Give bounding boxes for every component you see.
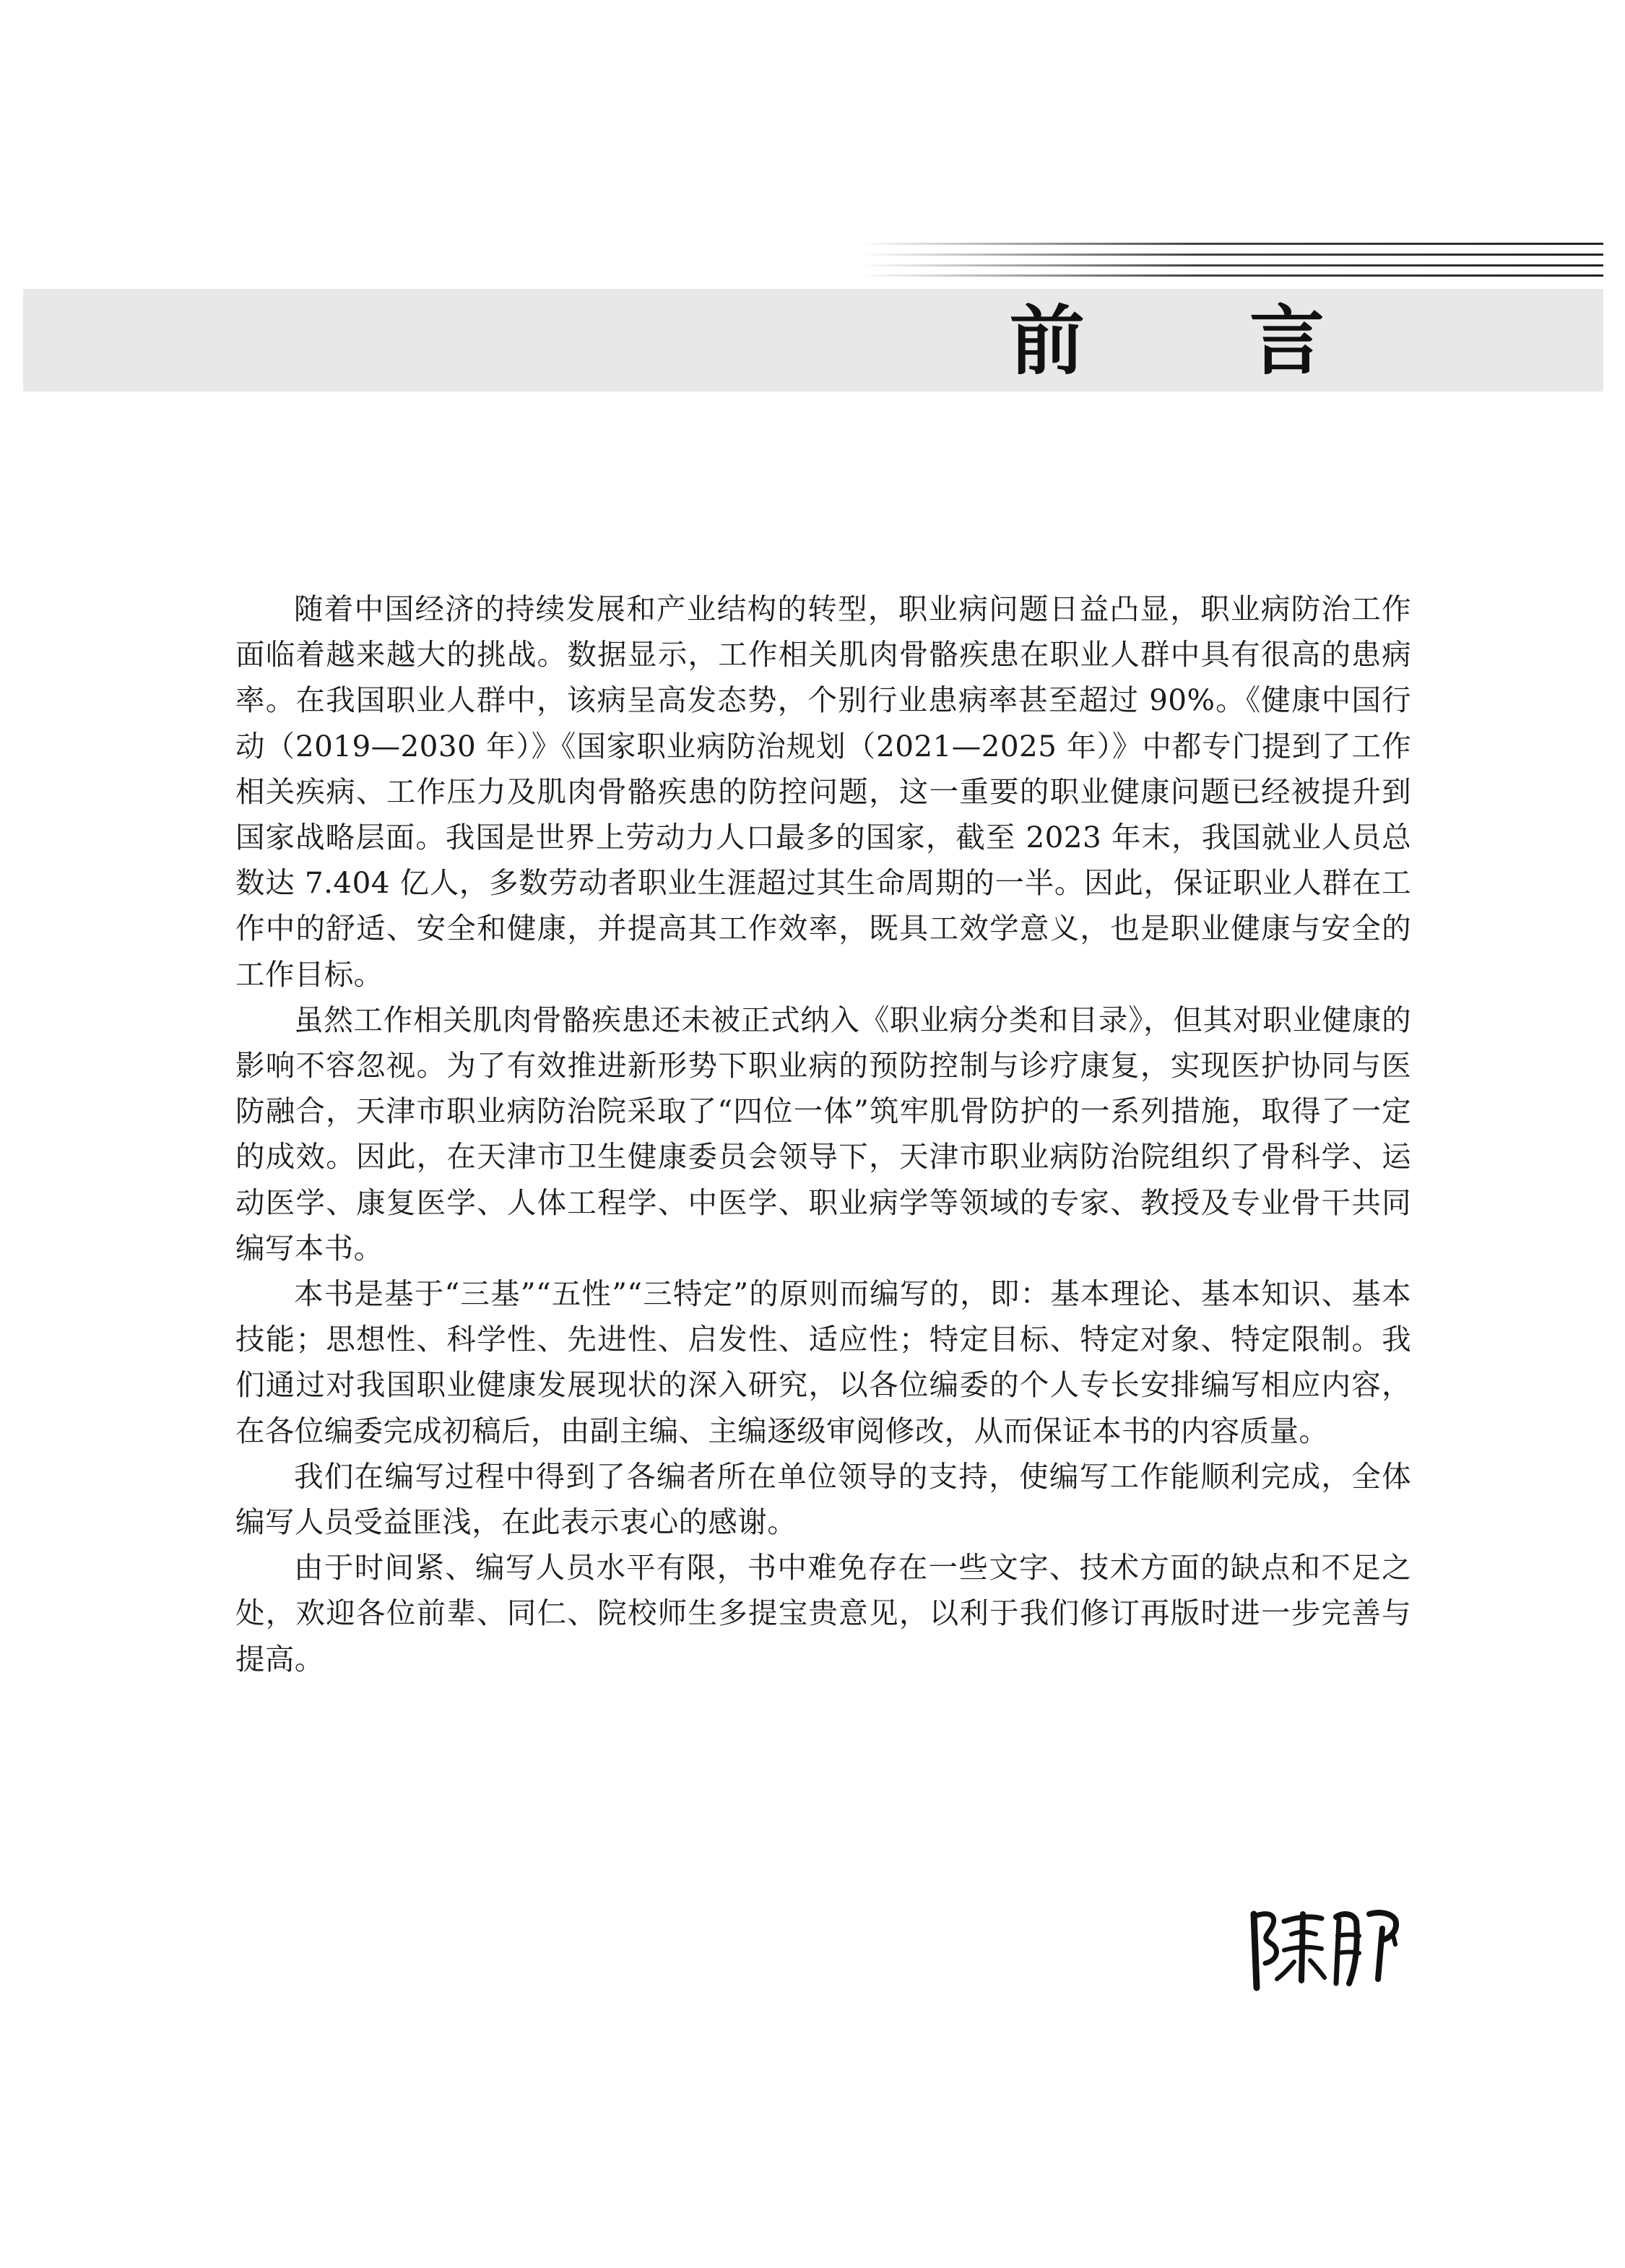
- page-title: 前 言: [1009, 297, 1394, 385]
- paragraph: 由于时间紧、编写人员水平有限，书中难免存在一些文字、技术方面的缺点和不足之处，欢迎各位前辈、同仁、院校师生多提宝贵意见，以利于我们修订再版时进一步完善与提高。: [235, 1550, 1411, 1676]
- preface-body: [235, 587, 1411, 1682]
- paragraph: 随着中国经济的持续发展和产业结构的转型，职业病问题日益凸显，职业病防治工作面临着越来越大的挑战。数据显示，工作相关肌肉骨骼疾患在职业人群中具有很高的患病率。在我国职业人群中，该病呈高发态势，个别行业患病率甚至超过 90%。《健康中国行动（2019—2030 年）》《国家职业病防治规划（2021—2025 年）》中都专门提到了工作相关疾病、工作压力及肌肉骨骼疾患的防控问题，这一重要的职业健康问题已经被提升到国家战略层面。我国是世界上劳动力人口最多的国家，截至 2023 年末，我国就业人员总数达 7.404 亿人，多数劳动者职业生涯超过其生命周期的一半。因此，保证职业人群在工作中的舒适、安全和健康，并提高其工作效率，既具工效学意义，也是职业健康与安全的工作目标。: [235, 592, 1411, 992]
- title-band: [23, 289, 1603, 391]
- paragraph: 虽然工作相关肌肉骨骼疾患还未被正式纳入《职业病分类和目录》，但其对职业健康的影响不容忽视。为了有效推进新形势下职业病的预防控制与诊疗康复，实现医护协同与医防融合，天津市职业病防治院采取了“四位一体”筑牢肌骨防护的一系列措施，取得了一定的成效。因此，在天津市卫生健康委员会领导下，天津市职业病防治院组织了骨科学、运动医学、康复医学、人体工程学、中医学、职业病学等领域的专家、教授及专业骨干共同编写本书。: [235, 1002, 1411, 1265]
- header-decorative-lines: [859, 243, 1603, 277]
- paragraph: 本书是基于“三基”“五性”“三特定”的原则而编写的，即：基本理论、基本知识、基本技能；思想性、科学性、先进性、启发性、适应性；特定目标、特定对象、特定限制。我们通过对我国职业健康发展现状的深入研究，以各位编委的个人专长安排编写相应内容，在各位编委完成初稿后，由副主编、主编逐级审阅修改，从而保证本书的内容质量。: [235, 1276, 1411, 1448]
- paragraph: 我们在编写过程中得到了各编者所在单位领导的支持，使编写工作能顺利完成，全体编写人员受益匪浅，在此表示衷心的感谢。: [235, 1458, 1411, 1540]
- handwritten-signature-icon: [1241, 1900, 1414, 1994]
